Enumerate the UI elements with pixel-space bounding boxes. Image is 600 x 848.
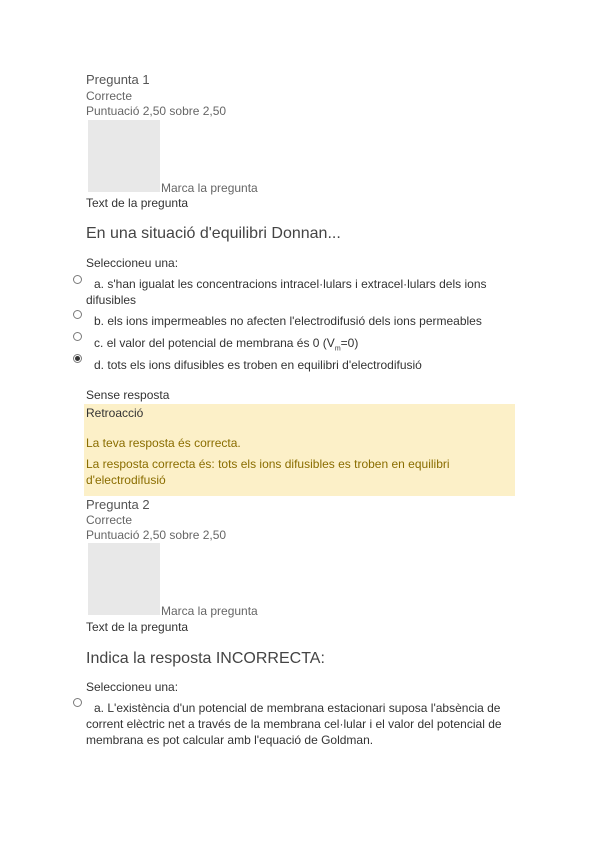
option-d-text: tots els ions difusibles es troben en equilibri d'electrodifusió — [107, 358, 422, 372]
option-c-text-after: =0) — [340, 336, 359, 350]
question-2-flag-image[interactable] — [88, 543, 160, 615]
question-2-text-label: Text de la pregunta — [86, 620, 189, 634]
question-2-score: Puntuació 2,50 sobre 2,50 — [86, 528, 227, 542]
option-a-radio[interactable] — [73, 275, 82, 284]
option-d-radio[interactable] — [73, 354, 82, 363]
question-2-prompt: Seleccioneu una: — [86, 680, 179, 694]
q2-option-a-letter: a. — [94, 701, 105, 715]
feedback-title: Retroacció — [86, 406, 144, 420]
option-b[interactable] — [86, 313, 506, 329]
question-1-prompt: Seleccioneu una: — [86, 256, 179, 270]
question-1-text: En una situació d'equilibri Donnan... — [86, 225, 341, 242]
question-1-flag-image[interactable] — [88, 120, 160, 192]
q2-option-a-radio[interactable] — [73, 698, 82, 707]
option-a[interactable] — [86, 276, 506, 308]
question-2-status: Correcte — [86, 513, 133, 527]
option-c-radio[interactable] — [73, 332, 82, 341]
option-c[interactable] — [86, 335, 506, 357]
question-1-score: Puntuació 2,50 sobre 2,50 — [86, 104, 227, 118]
q2-option-a-text: L'existència d'un potencial de membrana estacionari suposa l'absència de corrent elèctric net a través de la membrana cel·lular i el valor del potencial de membrana es pot calcular amb l'equació de Goldman. — [86, 701, 502, 747]
question-1-title: Pregunta 1 — [86, 72, 150, 87]
option-b-letter: b. — [94, 314, 105, 328]
option-d-letter: d. — [94, 358, 105, 372]
option-c-subscript: m — [334, 345, 341, 353]
question-1-text-label: Text de la pregunta — [86, 196, 189, 210]
feedback-result: La teva resposta és correcta. — [86, 436, 241, 450]
option-b-radio[interactable] — [73, 310, 82, 319]
option-c-letter: c. — [94, 336, 104, 350]
option-b-text: els ions impermeables no afecten l'electrodifusió dels ions permeables — [107, 314, 482, 328]
option-c-text-before: el valor del potencial de membrana és 0 (V — [106, 336, 335, 350]
question-2-text: Indica la resposta INCORRECTA: — [86, 650, 325, 667]
question-1-flag-label[interactable]: Marca la pregunta — [161, 181, 258, 195]
question-2-title: Pregunta 2 — [86, 497, 150, 512]
no-answer-label: Sense resposta — [86, 388, 170, 402]
feedback-correct-answer: La resposta correcta és: tots els ions difusibles es troben en equilibri d'electrodifusió — [86, 457, 450, 487]
option-d[interactable] — [86, 357, 506, 373]
question-1-status: Correcte — [86, 89, 133, 103]
option-a-letter: a. — [94, 277, 105, 291]
option-a-text: s'han igualat les concentracions intracel·lulars i extracel·lulars dels ions difusibles — [86, 277, 487, 307]
q2-option-a[interactable] — [86, 700, 506, 748]
question-2-flag-label[interactable]: Marca la pregunta — [161, 604, 258, 618]
